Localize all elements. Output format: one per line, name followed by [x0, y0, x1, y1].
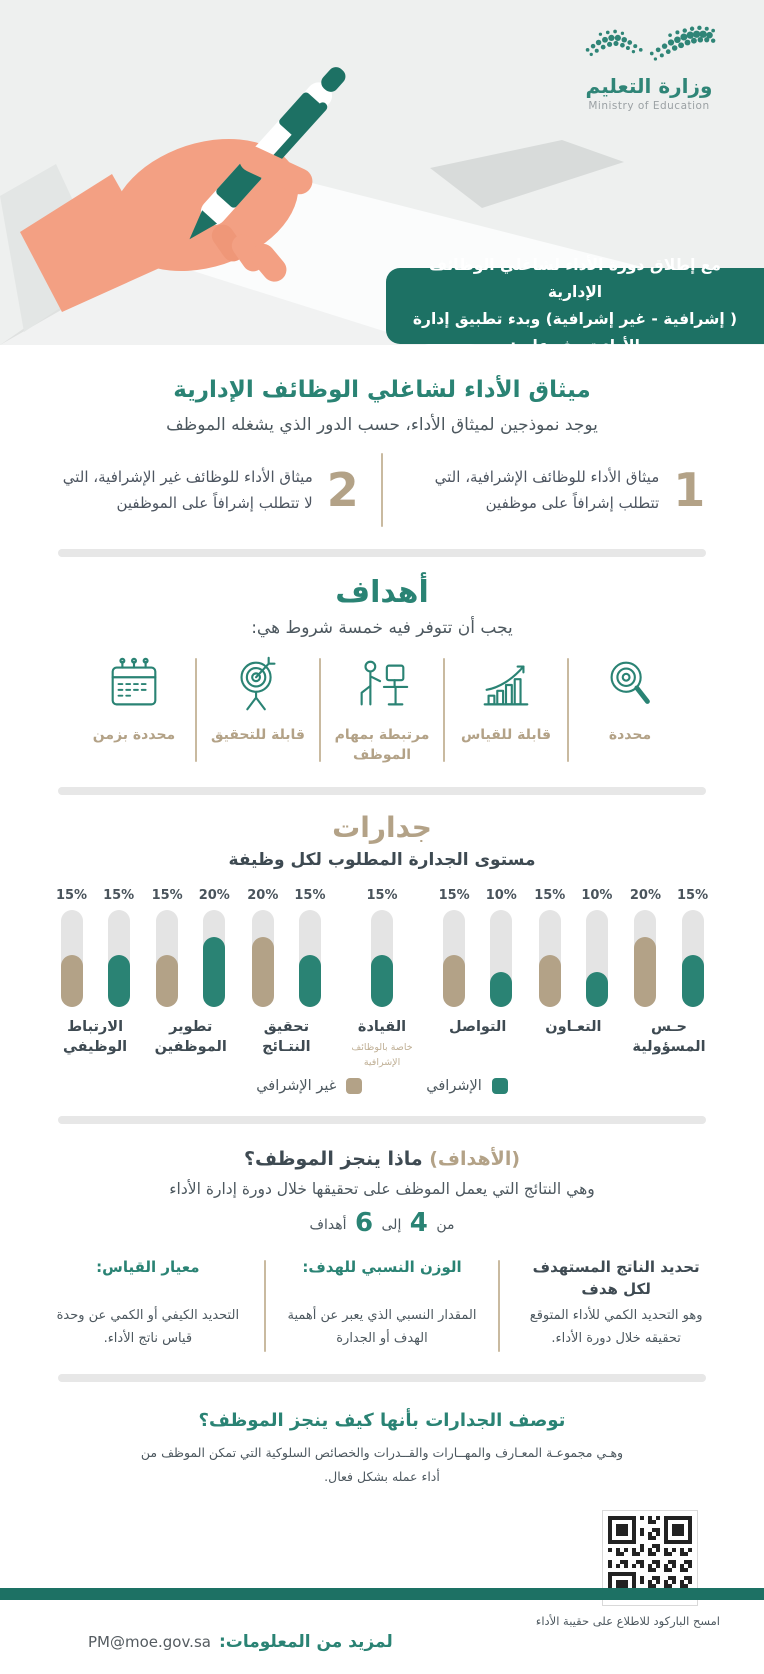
column-body: المقدار النسبي الذي يعبر عن أهمية الهدف أو الجدارة [287, 1307, 477, 1347]
condition-label: قابلة للقياس [460, 727, 552, 743]
bar [199, 888, 230, 1007]
chart-category-label: تطوير الموظفين [154, 1019, 227, 1056]
bar [534, 888, 565, 1007]
moe-logo-english: Ministry of Education [588, 100, 710, 112]
bar-track [203, 910, 225, 1007]
bar [439, 888, 470, 1007]
heading-bold-part: كيف ينجز الموظف؟ [198, 1409, 374, 1431]
bar [677, 888, 708, 1007]
bottom-accent-bar [0, 1588, 764, 1600]
chart-bar-pair [630, 888, 708, 1007]
charter-item-supervisory [405, 464, 705, 517]
legend-swatch-non-supervisory [346, 1078, 362, 1094]
charter-subtitle: يوجد نموذجين لميثاق الأداء، حسب الدور الذي يشغله الموظف [166, 415, 598, 435]
range-suffix: أهداف [309, 1216, 347, 1233]
competencies-subtitle: مستوى الجدارة المطلوب لكل وظيفة [228, 850, 536, 871]
charter-item-number: 2 [326, 463, 359, 517]
column-body: وهو التحديد الكمي للأداء المتوقع تحقيقه خلال دورة الأداء. [529, 1307, 703, 1347]
condition-task-linked [321, 654, 443, 765]
employee-desk-icon [351, 654, 413, 716]
legend-label: غير الإشرافي [256, 1077, 337, 1094]
column-relative-weight [266, 1256, 498, 1352]
bar-track [108, 910, 130, 1007]
competencies-title: جدارات [332, 811, 432, 845]
bar-value-label: 10% [485, 888, 517, 904]
bar-fill [61, 955, 83, 1008]
chart-bar-pair [56, 888, 134, 1007]
condition-specific [569, 654, 691, 765]
growth-chart-icon [475, 654, 537, 716]
bar-value-label: 10% [581, 888, 613, 904]
intro-banner-line1: مع إطلاق دورة الأداء لشاغلي الوظائف الإدارية [429, 255, 721, 301]
bar-track [682, 910, 704, 1007]
qr-caption: امسح الباركود للاطلاع على حقيبة الأداء [535, 1614, 720, 1629]
vertical-divider [264, 1260, 267, 1352]
column-heading: تحديد الناتج المستهدف لكل هدف [532, 1257, 700, 1299]
chart-bar-pair [152, 888, 230, 1007]
hero-header [0, 0, 764, 356]
bar-fill [539, 955, 561, 1008]
qr-block [535, 1510, 720, 1629]
target-magnifier-icon [599, 654, 661, 716]
chart-group [431, 888, 525, 1070]
bar-fill [299, 955, 321, 1008]
legend-item-non-supervisory [256, 1078, 362, 1094]
chart-group [144, 888, 238, 1070]
section-divider [58, 1374, 706, 1382]
vertical-divider [567, 658, 569, 762]
objectives-heading [0, 1148, 764, 1170]
bar [56, 888, 87, 1007]
intro-banner [386, 255, 764, 356]
bar-fill [634, 937, 656, 1007]
bar-fill [443, 955, 465, 1008]
condition-label: قابلة للتحقيق [211, 727, 305, 743]
bar-value-label: 15% [294, 888, 326, 904]
chart-group [622, 888, 716, 1070]
legend-swatch-supervisory [492, 1078, 508, 1094]
chart-group [48, 888, 142, 1070]
bar-track [299, 910, 321, 1007]
vertical-divider [443, 658, 445, 762]
competency-chart [48, 888, 716, 1070]
chart-category-label: القيادة [357, 1019, 407, 1036]
section-divider [58, 1116, 706, 1124]
bar-value-label: 15% [55, 888, 88, 904]
chart-bar-pair [247, 888, 325, 1007]
bar [247, 888, 278, 1007]
competencies-section [0, 811, 764, 1094]
charter-item-non-supervisory [59, 464, 359, 517]
bar-fill [371, 955, 393, 1008]
contact-email[interactable]: PM@moe.gov.sa [88, 1633, 211, 1652]
chart-group [239, 888, 333, 1070]
objectives-heading-rest: ماذا ينجز الموظف؟ [243, 1147, 423, 1170]
chart-legend [0, 1078, 764, 1094]
bar [581, 888, 612, 1007]
vertical-divider [195, 658, 197, 762]
competency-definition-heading [0, 1410, 764, 1431]
bar [294, 888, 325, 1007]
goal-conditions [0, 654, 764, 765]
chart-bar-pair [439, 888, 517, 1007]
more-info-label: لمزيد من المعلومات: [218, 1632, 393, 1653]
chart-category-label: التواصل [449, 1019, 507, 1036]
competency-definition-body: وهـي مجموعـة المعـارف والمهــارات والقــدرات والخصائص السلوكية التي تمكن الموظف من أداء عمله بشكل فعال. [140, 1444, 624, 1484]
bar-value-label: 15% [103, 888, 135, 904]
objectives-body: وهي النتائج التي يعمل الموظف على تحقيقها خلال دورة إدارة الأداء [169, 1179, 595, 1198]
chart-category-label: التعـاون [545, 1019, 602, 1036]
condition-measurable [445, 654, 567, 765]
more-info [88, 1632, 393, 1652]
bar [486, 888, 517, 1007]
bar-track [490, 910, 512, 1007]
bar-fill [108, 955, 130, 1008]
legend-item-supervisory [426, 1078, 508, 1094]
competency-definition-section [0, 1410, 764, 1489]
moe-logo-arabic: وزارة التعليم [585, 74, 713, 98]
bar-fill [586, 972, 608, 1007]
chart-category-label: الارتباط الوظيفي [62, 1019, 128, 1056]
bar-fill [490, 972, 512, 1007]
bar-value-label: 15% [438, 888, 470, 904]
charter-item-text: ميثاق الأداء للوظائف غير الإشرافية، التي لا تتطلب إشرافاً على الموظفين [62, 467, 313, 512]
charter-item-number: 1 [673, 463, 706, 517]
range-middle: إلى [381, 1216, 402, 1233]
chart-group [335, 888, 429, 1070]
section-divider [58, 549, 706, 557]
legend-label: الإشرافي [426, 1077, 482, 1094]
heading-normal-part: توصف الجدارات بأنها [380, 1409, 566, 1431]
chart-bar-pair [534, 888, 612, 1007]
bar-value-label: 15% [151, 888, 183, 904]
bar-track [371, 910, 393, 1007]
condition-achievable [197, 654, 319, 765]
vertical-divider [381, 453, 384, 527]
condition-label: محددة [608, 727, 652, 743]
column-heading: الوزن النسبي للهدف: [302, 1257, 462, 1276]
column-heading: معيار القياس: [96, 1257, 200, 1276]
condition-label: محددة بزمن [92, 727, 176, 743]
goals-section [0, 575, 764, 765]
vertical-divider [498, 1260, 501, 1352]
objectives-range [0, 1208, 764, 1238]
vertical-divider [319, 658, 321, 762]
bar-track [539, 910, 561, 1007]
bar-track [61, 910, 83, 1007]
column-target-result [500, 1256, 732, 1352]
calendar-icon [103, 654, 165, 716]
dartboard-icon [227, 654, 289, 716]
section-divider [58, 787, 706, 795]
bar-fill [252, 937, 274, 1007]
range-from: 4 [409, 1207, 428, 1238]
goals-title: أهداف [335, 575, 429, 610]
bar-value-label: 20% [198, 888, 230, 904]
bar-value-label: 15% [534, 888, 566, 904]
bar [103, 888, 134, 1007]
moe-logo [554, 26, 744, 112]
chart-category-label: حـس المسؤولية [632, 1019, 706, 1056]
bar-track [252, 910, 274, 1007]
bar-fill [203, 937, 225, 1007]
bar-value-label: 15% [677, 888, 709, 904]
intro-banner-line2: ( إشرافية - غير إشرافية) وبدء تطبيق إدارة الأداء تعرف على: [412, 310, 738, 356]
charter-items [0, 453, 764, 527]
objectives-section [0, 1148, 764, 1352]
bar-fill [156, 955, 178, 1008]
bar [152, 888, 183, 1007]
goals-subtitle: يجب أن تتوفر فيه خمسة شروط هي: [251, 618, 513, 638]
moe-logo-dots-icon [574, 26, 724, 70]
chart-category-note: خاصة بالوظائف الإشرافية [351, 1042, 413, 1068]
bar-track [443, 910, 465, 1007]
chart-bar-pair [366, 888, 397, 1007]
column-measurement-criterion [32, 1256, 264, 1352]
chart-category-label: تحقيق النتـائج [262, 1019, 311, 1056]
charter-title: ميثاق الأداء لشاغلي الوظائف الإدارية [173, 377, 591, 403]
bar-track [156, 910, 178, 1007]
bar-value-label: 20% [629, 888, 661, 904]
bar [630, 888, 661, 1007]
bar-value-label: 15% [366, 888, 398, 904]
charter-section [0, 345, 764, 527]
range-to: 6 [354, 1207, 374, 1238]
objectives-columns [32, 1256, 732, 1352]
condition-label: مرتبطة بمهام الموظف [334, 727, 430, 763]
chart-group [526, 888, 620, 1070]
bar-value-label: 20% [247, 888, 279, 904]
charter-item-text: ميثاق الأداء للوظائف الإشرافية، التي تتطلب إشرافاً على موظفين [434, 467, 660, 512]
objectives-heading-paren: (الأهداف) [429, 1147, 521, 1170]
bar-track [586, 910, 608, 1007]
range-prefix: من [436, 1216, 455, 1233]
bar-fill [682, 955, 704, 1008]
condition-time-bound [73, 654, 195, 765]
bar [366, 888, 397, 1007]
column-body: التحديد الكيفي أو الكمي عن وحدة قياس ناتج الأداء. [56, 1307, 240, 1347]
bar-track [634, 910, 656, 1007]
